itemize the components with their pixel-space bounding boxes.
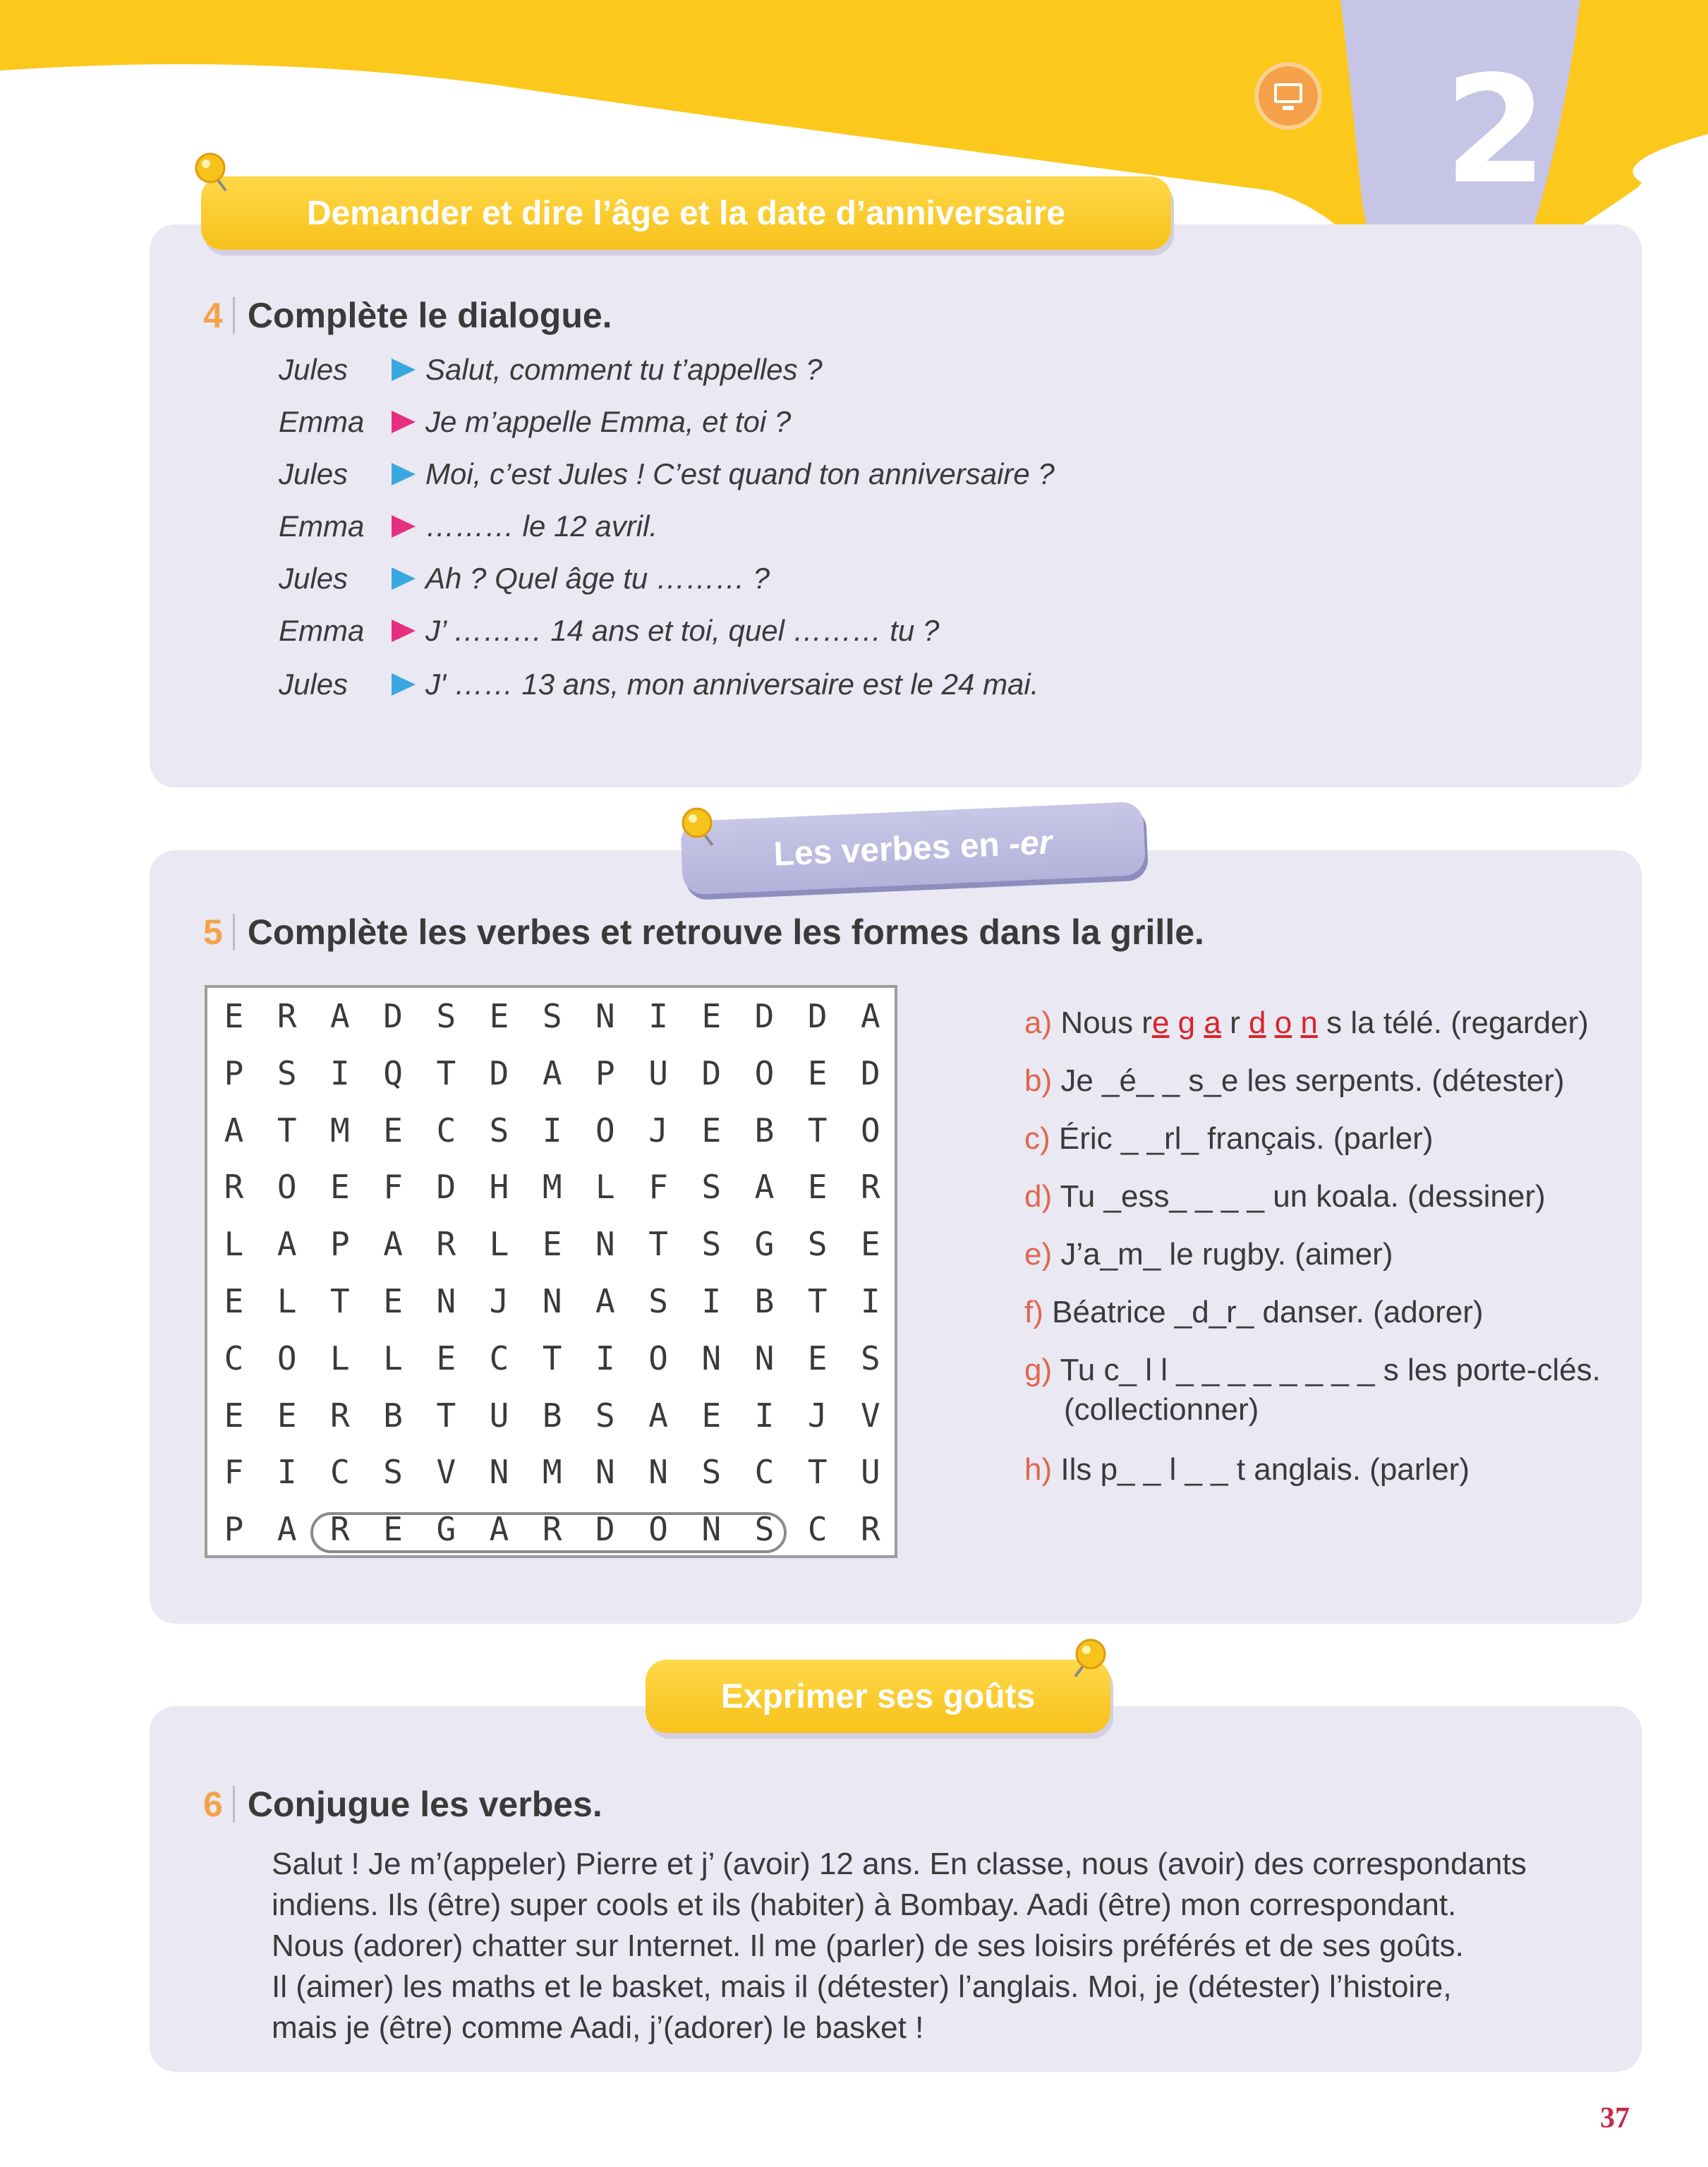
grid-letter: S bbox=[807, 1225, 828, 1264]
dialogue-text: Salut, comment tu t’appelles ? bbox=[425, 353, 823, 386]
answer-letter: d bbox=[1248, 1006, 1266, 1040]
exercise-title: Conjugue les verbes. bbox=[247, 1785, 602, 1824]
grid-letter: U bbox=[648, 1054, 668, 1092]
dialogue-line bbox=[279, 557, 770, 600]
grid-letter: N bbox=[595, 1225, 615, 1264]
grid-letter: Q bbox=[383, 1054, 403, 1092]
question-text: Je _é_ _ s_e les serpents. (détester) bbox=[1060, 1063, 1565, 1098]
question-label: h) bbox=[1024, 1452, 1053, 1487]
conjugation-paragraph bbox=[272, 1844, 1605, 2048]
question-text: s la télé. (regarder) bbox=[1317, 1006, 1589, 1040]
paragraph-line: mais je (être) comme Aadi, j’(adorer) le basket ! bbox=[272, 2010, 924, 2045]
grid-letter: S bbox=[277, 1054, 297, 1092]
grid-letter: O bbox=[277, 1168, 297, 1207]
dialogue-text: ……… le 12 avril. bbox=[425, 509, 658, 543]
dialogue-text: Ah ? Quel âge tu ……… ? bbox=[425, 562, 770, 595]
paragraph-line: Il (aimer) les maths et le basket, mais il (détester) l’anglais. Moi, je (détester) l’histoire, bbox=[272, 1969, 1452, 2004]
grid-letter: E bbox=[701, 1396, 722, 1435]
question-a bbox=[1024, 1003, 1589, 1043]
grid-letter: I bbox=[330, 1054, 350, 1092]
grid-letter: R bbox=[330, 1396, 350, 1435]
speaker-name: Emma bbox=[279, 509, 365, 543]
grid-letter: N bbox=[489, 1453, 509, 1492]
grid-letter: E bbox=[807, 1054, 828, 1092]
section-banner-tastes bbox=[646, 1660, 1110, 1733]
grid-letter: T bbox=[807, 1282, 828, 1320]
grid-letter: R bbox=[861, 1168, 880, 1207]
grid-letter: T bbox=[330, 1282, 350, 1320]
question-text: Béatrice _d_r_ danser. (adorer) bbox=[1052, 1295, 1484, 1329]
grid-letter: A bbox=[224, 1111, 244, 1149]
grid-letter: M bbox=[542, 1168, 562, 1207]
grid-letter: J bbox=[489, 1282, 509, 1320]
speaker-name: Jules bbox=[279, 457, 349, 490]
answer-letter: o bbox=[1274, 1006, 1292, 1040]
question-label: d) bbox=[1024, 1179, 1053, 1214]
speaker-name: Emma bbox=[279, 405, 365, 438]
question-label: a) bbox=[1024, 1006, 1053, 1040]
grid-letter: T bbox=[807, 1453, 828, 1492]
grid-letter: C bbox=[330, 1453, 350, 1492]
grid-letter: G bbox=[436, 1510, 456, 1549]
spacer bbox=[1169, 1006, 1177, 1040]
dialogue-text: Je m’appelle Emma, et toi ? bbox=[425, 405, 792, 438]
grid-letter: L bbox=[489, 1225, 509, 1264]
grid-letter: L bbox=[330, 1339, 350, 1377]
arrow-right-icon bbox=[392, 567, 416, 590]
grid-letter: V bbox=[861, 1396, 880, 1435]
grid-letter: D bbox=[489, 1054, 509, 1092]
grid-letter: E bbox=[224, 1282, 244, 1320]
grid-letter: A bbox=[330, 997, 350, 1035]
speaker-name: Jules bbox=[279, 353, 349, 386]
grid-letter: N bbox=[542, 1282, 562, 1320]
grid-letter: N bbox=[648, 1453, 668, 1492]
divider bbox=[233, 914, 235, 950]
grid-letter: E bbox=[383, 1510, 403, 1549]
dialogue-text: J’ ……… 14 ans et toi, quel ……… tu ? bbox=[425, 614, 940, 647]
question-label: f) bbox=[1024, 1295, 1043, 1329]
grid-letter: D bbox=[436, 1168, 456, 1207]
grid-letter: A bbox=[861, 997, 880, 1035]
grid-letter: J bbox=[807, 1396, 828, 1435]
paragraph-line: indiens. Ils (être) super cools et ils (habiter) à Bombay. Aadi (être) mon correspondant. bbox=[272, 1888, 1457, 1922]
question-e bbox=[1024, 1235, 1393, 1274]
grid-letter: T bbox=[807, 1111, 828, 1149]
chapter-number: 2 bbox=[1443, 44, 1548, 217]
dialogue-line bbox=[279, 349, 823, 391]
question-text: Ils p_ _ l _ _ t anglais. (parler) bbox=[1060, 1452, 1470, 1487]
banner-title: Les verbes en bbox=[773, 826, 1000, 874]
grid-letter: E bbox=[330, 1168, 350, 1207]
pushpin-icon bbox=[192, 150, 237, 195]
grid-letter: A bbox=[542, 1054, 562, 1092]
grid-letter: E bbox=[277, 1396, 297, 1435]
grid-letter: T bbox=[277, 1111, 297, 1149]
grid-letter: F bbox=[648, 1168, 668, 1207]
grid-letter: C bbox=[224, 1339, 244, 1377]
grid-letter: O bbox=[648, 1339, 668, 1377]
grid-letter: T bbox=[436, 1396, 456, 1435]
grid-letter: I bbox=[701, 1282, 722, 1320]
spacer bbox=[1292, 1006, 1300, 1040]
arrow-right-icon bbox=[392, 515, 416, 538]
found-word-outline bbox=[310, 1512, 787, 1553]
grid-letter: S bbox=[701, 1168, 722, 1207]
grid-letter: A bbox=[648, 1396, 668, 1435]
grid-letter: S bbox=[701, 1453, 722, 1492]
grid-letter: S bbox=[383, 1453, 403, 1492]
question-label: e) bbox=[1024, 1237, 1053, 1272]
grid-letter: E bbox=[224, 997, 244, 1035]
grid-letter: D bbox=[754, 997, 775, 1035]
grid-letter: P bbox=[224, 1054, 244, 1092]
pushpin-icon bbox=[1064, 1636, 1109, 1681]
grid-letter: S bbox=[489, 1111, 509, 1149]
grid-letter: H bbox=[489, 1168, 509, 1207]
grid-letter: S bbox=[701, 1225, 722, 1264]
dialogue-line bbox=[279, 453, 1055, 495]
grid-letter: C bbox=[489, 1339, 509, 1377]
exercise-5-heading bbox=[203, 912, 1204, 953]
exercise-number: 6 bbox=[203, 1785, 223, 1824]
grid-letter: E bbox=[224, 1396, 244, 1435]
grid-letter: I bbox=[648, 997, 668, 1035]
grid-letter: N bbox=[595, 1453, 615, 1492]
grid-letter: D bbox=[807, 997, 828, 1035]
question-h bbox=[1024, 1450, 1470, 1490]
grid-letter: B bbox=[542, 1396, 562, 1435]
question-label: g) bbox=[1024, 1353, 1053, 1387]
speaker-name: Jules bbox=[279, 668, 349, 701]
question-text: J’a_m_ le rugby. (aimer) bbox=[1060, 1237, 1393, 1272]
grid-letter: P bbox=[330, 1225, 350, 1264]
arrow-right-icon bbox=[392, 673, 416, 696]
exercise-number: 4 bbox=[203, 296, 223, 335]
grid-letter: I bbox=[754, 1396, 775, 1435]
exercise-title: Complète le dialogue. bbox=[247, 296, 612, 335]
grid-letter: L bbox=[383, 1339, 403, 1377]
grid-letter: E bbox=[383, 1282, 403, 1320]
grid-letter: D bbox=[383, 997, 403, 1035]
grid-letter: D bbox=[701, 1054, 722, 1092]
dialogue-line bbox=[279, 663, 1038, 706]
grid-letter: N bbox=[701, 1339, 722, 1377]
dialogue-text: J' …… 13 ans, mon anniversaire est le 24 mai. bbox=[425, 668, 1039, 701]
grid-letter: N bbox=[595, 997, 615, 1035]
grid-letter: A bbox=[277, 1510, 297, 1549]
question-text-continued: (collectionner) bbox=[1064, 1392, 1259, 1427]
question-text: Tu _ess_ _ _ _ un koala. (dessiner) bbox=[1060, 1179, 1546, 1214]
exercise-title: Complète les verbes et retrouve les formes dans la grille. bbox=[247, 912, 1204, 952]
grid-letter: S bbox=[648, 1282, 668, 1320]
speaker-name: Jules bbox=[279, 562, 349, 595]
grid-letter: G bbox=[754, 1225, 775, 1264]
dialogue-line bbox=[279, 505, 658, 548]
grid-letter: E bbox=[701, 997, 722, 1035]
grid-letter: O bbox=[648, 1510, 668, 1549]
question-text: Nous r bbox=[1060, 1006, 1152, 1040]
grid-letter: B bbox=[754, 1282, 775, 1320]
grid-letter: D bbox=[861, 1054, 880, 1092]
paragraph-line: Nous (adorer) chatter sur Internet. Il me (parler) de ses loisirs préférés et de ses goûts. bbox=[272, 1928, 1464, 1963]
exercise-number: 5 bbox=[203, 912, 223, 952]
grid-letter: A bbox=[489, 1510, 509, 1549]
grid-letter: E bbox=[701, 1111, 722, 1149]
page-number: 37 bbox=[1600, 2102, 1630, 2135]
banner-title: Exprimer ses goûts bbox=[720, 1677, 1036, 1715]
question-text: Tu c_ l l _ _ _ _ _ _ _ _ s les porte-clés. bbox=[1060, 1353, 1601, 1387]
grid-letter: I bbox=[542, 1111, 562, 1149]
grid-letter: V bbox=[436, 1453, 456, 1492]
grid-letter: T bbox=[648, 1225, 668, 1264]
grid-letter: D bbox=[595, 1510, 615, 1549]
grid-letter: R bbox=[277, 997, 297, 1035]
divider bbox=[233, 1786, 235, 1823]
divider bbox=[233, 297, 235, 334]
question-label: c) bbox=[1024, 1121, 1050, 1156]
question-text: r bbox=[1221, 1006, 1249, 1040]
grid-letter: A bbox=[383, 1225, 403, 1264]
dialogue-line bbox=[279, 401, 791, 443]
grid-letter: B bbox=[754, 1111, 775, 1149]
grid-letter: S bbox=[436, 997, 456, 1035]
grid-letter: N bbox=[754, 1339, 775, 1377]
grid-letter: R bbox=[436, 1225, 456, 1264]
speaker-name: Emma bbox=[279, 614, 365, 647]
grid-letter: U bbox=[861, 1453, 880, 1492]
answer-letter: n bbox=[1300, 1006, 1318, 1040]
grid-letter: O bbox=[754, 1054, 775, 1092]
grid-letter: S bbox=[542, 997, 562, 1035]
question-b bbox=[1024, 1061, 1565, 1101]
grid-letter: L bbox=[224, 1225, 244, 1264]
grid-letter: B bbox=[383, 1396, 403, 1435]
grid-letter: T bbox=[436, 1054, 456, 1092]
grid-letter: R bbox=[330, 1510, 350, 1549]
question-text: Éric _ _rl_ français. (parler) bbox=[1058, 1121, 1434, 1156]
grid-letter: I bbox=[595, 1339, 615, 1377]
grid-letter: E bbox=[542, 1225, 562, 1264]
grid-letter: P bbox=[224, 1510, 244, 1549]
banner-title-emphasis: -er bbox=[1007, 823, 1053, 863]
grid-letter: M bbox=[542, 1453, 562, 1492]
question-c bbox=[1024, 1119, 1434, 1159]
grid-letter: S bbox=[861, 1339, 880, 1377]
exercise-6-heading bbox=[203, 1784, 602, 1825]
grid-letter: N bbox=[436, 1282, 456, 1320]
grid-letter: O bbox=[277, 1339, 297, 1377]
grid-letter: E bbox=[436, 1339, 456, 1377]
arrow-right-icon bbox=[392, 620, 416, 642]
arrow-right-icon bbox=[392, 463, 416, 485]
grid-letter: I bbox=[861, 1282, 880, 1320]
grid-letter: F bbox=[224, 1453, 244, 1492]
grid-letter: E bbox=[807, 1168, 828, 1207]
question-label: b) bbox=[1024, 1063, 1053, 1098]
grid-letter: J bbox=[648, 1111, 668, 1149]
grid-letter: C bbox=[807, 1510, 828, 1549]
grid-letter: A bbox=[595, 1282, 615, 1320]
arrow-right-icon bbox=[392, 358, 416, 381]
question-d bbox=[1024, 1177, 1546, 1217]
grid-letter: E bbox=[383, 1111, 403, 1149]
grid-letter: O bbox=[595, 1111, 615, 1149]
grid-letter: R bbox=[861, 1510, 880, 1549]
grid-letter: C bbox=[754, 1453, 775, 1492]
grid-letter: E bbox=[861, 1225, 880, 1264]
arrow-right-icon bbox=[392, 411, 416, 433]
grid-letter: E bbox=[807, 1339, 828, 1377]
section-banner-age bbox=[201, 176, 1171, 250]
paragraph-line: Salut ! Je m’(appeler) Pierre et j’ (avoir) 12 ans. En classe, nous (avoir) des correspondants bbox=[272, 1847, 1527, 1881]
grid-letter: S bbox=[595, 1396, 615, 1435]
grid-letter: P bbox=[595, 1054, 615, 1092]
question-f bbox=[1024, 1293, 1484, 1332]
spacer bbox=[1266, 1006, 1274, 1040]
grid-letter: I bbox=[277, 1453, 297, 1492]
grid-letter: T bbox=[542, 1339, 562, 1377]
pushpin-icon bbox=[679, 804, 724, 850]
grid-letter: F bbox=[383, 1168, 403, 1207]
grid-letter: E bbox=[489, 997, 509, 1035]
grid-letter: R bbox=[542, 1510, 562, 1549]
banner-title: Demander et dire l’âge et la date d’anniversaire bbox=[306, 194, 1066, 232]
spacer bbox=[1195, 1006, 1204, 1040]
answer-letter: e bbox=[1151, 1006, 1170, 1040]
grid-letter: O bbox=[861, 1111, 880, 1149]
computer-screen-icon[interactable] bbox=[1254, 62, 1322, 130]
grid-letter: S bbox=[754, 1510, 775, 1549]
grid-letter: C bbox=[436, 1111, 456, 1149]
answer-letter: g bbox=[1177, 1006, 1196, 1040]
answer-letter: a bbox=[1204, 1006, 1221, 1040]
grid-letter: A bbox=[754, 1168, 775, 1207]
question-g bbox=[1024, 1351, 1601, 1430]
grid-letter: U bbox=[489, 1396, 509, 1435]
grid-letter: L bbox=[277, 1282, 297, 1320]
grid-letter: R bbox=[224, 1168, 244, 1207]
grid-letter: L bbox=[595, 1168, 615, 1207]
grid-letter: A bbox=[277, 1225, 297, 1264]
dialogue-line bbox=[279, 610, 939, 652]
dialogue-text: Moi, c’est Jules ! C’est quand ton anniversaire ? bbox=[425, 457, 1055, 490]
grid-letter: M bbox=[330, 1111, 350, 1149]
exercise-4-heading bbox=[203, 295, 612, 336]
grid-letter: N bbox=[701, 1510, 722, 1549]
